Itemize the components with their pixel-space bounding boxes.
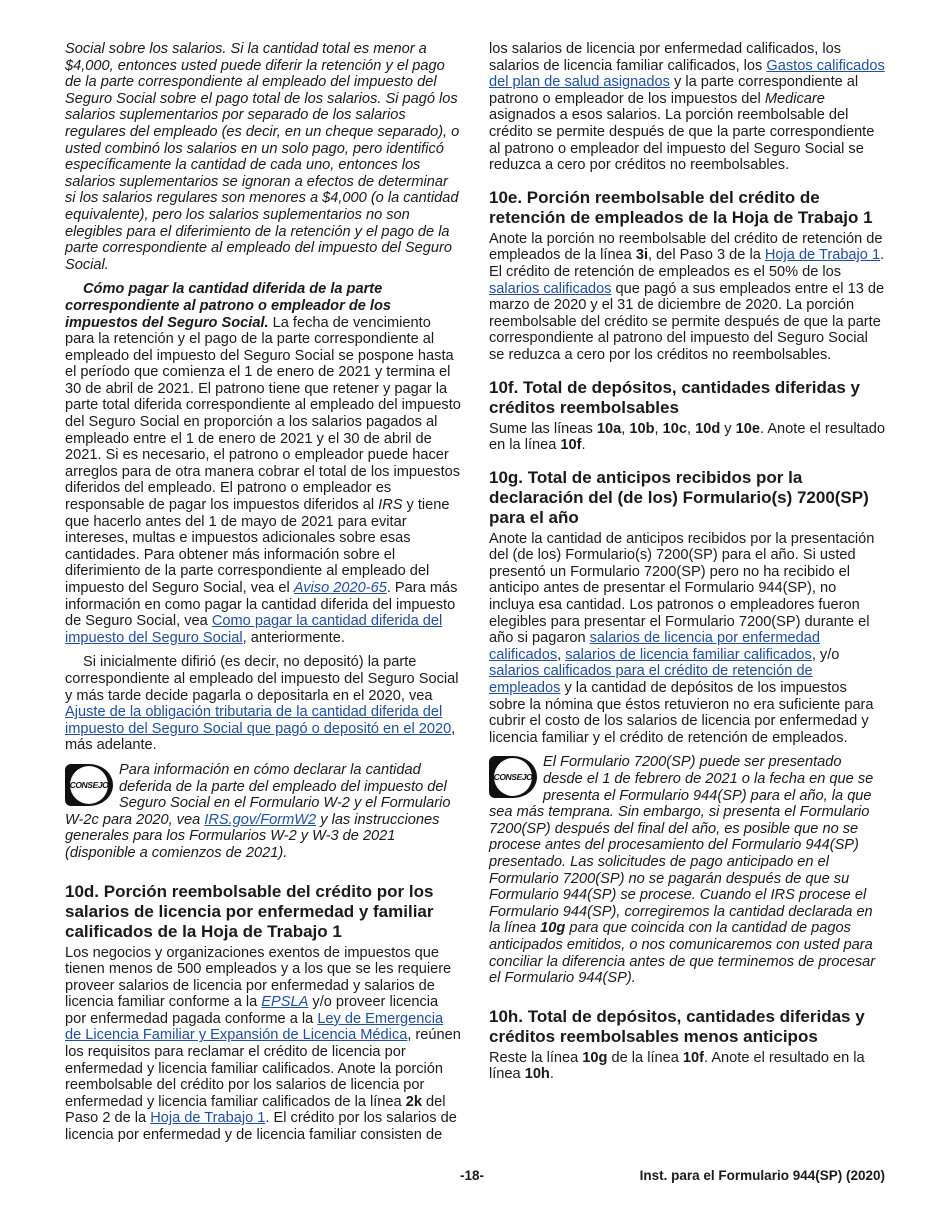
link-licencia-familiar[interactable]: salarios de licencia familiar calificados [565, 646, 812, 663]
link-epsla[interactable]: EPSLA [261, 994, 309, 1011]
paragraph-how-to-pay: Cómo pagar la cantidad diferida de la parte correspondiente al patrono o empleador de los impuestos del Seguro Social. La fecha de vencimiento para la retención y el pago de la parte correspondiente al empleado del impuesto del Seguro Social se pospone hasta el período que comienza el 1 de enero de 2021 y termina el 30 de abril de 2021. El patrono tiene que retener y pagar la parte total diferida correspondiente al empleado del impuesto del Seguro Social en proporción a los salarios pagados al empleado entre el 1 de enero de 2021 y el 30 de abril de 2021. Si es necesario, el patrono o empleador puede hacer arreglos para de otra manera cobrar el total de los impuestos diferidos del empleado. El patrono o empleador es responsable de pagar los impuestos diferidos al IRS y tiene que hacerlo antes del 1 de mayo de 2021 para evitar intereses, multas e impuestos adicionales sobre esas cantidades. Para obtener más información sobre el diferimiento de la parte correspondiente al empleado del impuesto del Seguro Social, vea el Aviso 2020-65. Para más información en como pagar la cantidad diferida del impuesto de Seguro Social, vea Como pagar la cantidad diferida del impuesto del Seguro Social, anteriormente. [65, 281, 461, 646]
paragraph-initially-deferred: Si inicialmente difirió (es decir, no depositó) la parte correspondiente al empleado del impuesto del Seguro Social y más tarde decide pagarla o depositarla en el 2020, vea Ajuste de la obligación tributaria de la cantidad diferida del impuesto del Seguro Social que pagó o depositó en el 2020, más adelante. [65, 654, 459, 754]
link-hoja-trabajo-1-right[interactable]: Hoja de Trabajo 1 [764, 247, 881, 264]
paragraph-10f: Sume las líneas 10a, 10b, 10c, 10d y 10e. Anote el resultado en la línea 10f. [489, 420, 885, 454]
left-column [65, 41, 461, 1152]
document-title: Inst. para el Formulario 944(SP) (2020) [639, 1168, 885, 1183]
link-gastos-calificados[interactable]: Gastos calificados del plan de salud asignados [489, 57, 885, 91]
link-aviso-2020-65[interactable]: Aviso 2020-65 [293, 580, 387, 596]
consejo-icon: CONSEJO [489, 756, 537, 798]
link-salarios-calificados[interactable]: salarios calificados [489, 280, 612, 297]
link-ley-emergencia[interactable]: Ley de Emergencia de Licencia Familiar y Expansión de Licencia Médica [65, 1010, 444, 1044]
link-como-pagar[interactable]: Como pagar la cantidad diferida del impuesto del Seguro Social [65, 613, 443, 646]
link-ajuste-obligacion[interactable]: Ajuste de la obligación tributaria de la cantidad diferida del impuesto del Seguro Social que pagó o depositó en el 2020 [65, 704, 452, 737]
tip-7200sp: CONSEJO El Formulario 7200(SP) puede ser presentado desde el 1 de febrero de 2021 o la fecha en que se presenta el Formulario 944(SP) para el año, la que sea más temprana. Sin embargo, si presenta el Formulario 7200(SP) después del final del año, es posible que no se procese antes del procesamiento del Formulario 944(SP) presentado. Las solicitudes de pago anticipado en el Formulario 7200(SP) no se pagarán después de que su Formulario 944(SP) se procese. Cuando el IRS procese el Formulario 944(SP), corregiremos la cantidad declarada en la línea 10g para que coincida con la cantidad de pagos anticipados emitidos, o nos comunicaremos con usted para conciliar la diferencia antes de que terminemos de procesar el Formulario 944(SP). [489, 754, 876, 987]
tip-w2: CONSEJO Para información en cómo declarar la cantidad deferida de la parte del empleado del impuesto del Seguro Social en el Formulario W-2 y el Formulario W-2c para 2020, vea IRS.gov/FormW2 y las instrucciones generales para los Formularios W-2 y W-3 de 2021 (disponible a comienzos de 2021). [65, 761, 451, 861]
paragraph-10h: Reste la línea 10g de la línea 10f. Anote el resultado en la línea 10h. [489, 1049, 865, 1083]
paragraph-10g: Anote la cantidad de anticipos recibidos por la presentación del (de los) Formulario(s) 7200(SP) para el año. Si usted presentó un Formulario 7200(SP) pero no ha recibido el anticipo antes de presentar el Formulario 944(SP), no incluya esa cantidad. Los patronos o empleadores fueron elegibles para presentar el Formulario 7200(SP) durante el año si pagaron salarios de licencia por enfermedad calificados, salarios de licencia familiar calificados, y/o salarios calificados para el crédito de retención de empleados y la cantidad de depósitos de los impuestos sobre la nómina que éstos retuvieron no era suficiente para cubrir el costo de los salarios de licencia por enfermedad y licencia familiar y el crédito de retención de empleados. [489, 530, 875, 746]
link-licencia-enfermedad[interactable]: salarios de licencia por enfermedad calificados [489, 630, 821, 663]
heading-10e: 10e. Porción reembolsable del crédito de retención de empleados de la Hoja de Trabajo 1 [489, 187, 873, 227]
paragraph-deferral-supplemental: Social sobre los salarios. Si la cantidad total es menor a $4,000, entonces usted puede diferir la retención y el pago de la parte correspondiente al empleado del impuesto del Seguro Social sobre el pago total de los salarios. Si pagó los salarios suplementarios por separado de los salarios regulares del empleado (es decir, en un cheque separado), o usted combinó los salarios en un solo pago, pero identificó específicamente la cantidad de cada uno, entonces los salarios suplementarios se ignoran a efectos de determinar si los salarios regulares son menores a $4,000 (o la cantidad equivalente), pero los salarios suplementarios no son elegibles para el diferimiento de la retención y el pago de la parte correspondiente al empleado del impuesto del Seguro Social. [65, 41, 460, 273]
heading-10f: 10f. Total de depósitos, cantidades diferidas y créditos reembolsables [489, 377, 860, 417]
run-in-heading: Cómo pagar la cantidad diferida de la parte correspondiente al patrono o empleador de los impuestos del Seguro Social. [65, 281, 391, 331]
link-credito-retencion[interactable]: salarios calificados para el crédito de retención de empleados [489, 663, 813, 697]
page-number: -18- [460, 1168, 485, 1183]
consejo-icon: CONSEJO [65, 764, 113, 806]
link-irs-formw2[interactable]: IRS.gov/FormW2 [204, 811, 317, 828]
paragraph-10d-continued: los salarios de licencia por enfermedad calificados, los salarios de licencia familiar calificados, los Gastos calificados del plan de salud asignados y la parte correspondiente al patrono o empleador de los impuestos del Medicare asignados a esos salarios. La porción reembolsable del crédito se permite después de que la parte correspondiente al patrono o empleador del impuesto del Seguro Social se reduzca a cero por créditos no reembolsables. [489, 41, 885, 174]
page-footer [65, 1168, 885, 1188]
paragraph-10d: Los negocios y organizaciones exentos de impuestos que tienen menos de 500 empleados y a los que se les requiere proveer salarios de licencia por enfermedad y salarios de licencia familiar conforme a la EPSLA y/o proveer licencia por enfermedad pagada conforme a la Ley de Emergencia de Licencia Familiar y Expansión de Licencia Médica, reúnen los requisitos para reclamar el crédito de licencia por enfermedad y licencia familiar calificados. Anote la porción reembolsable del crédito por los salarios de licencia por enfermedad y licencia familiar calificados de la línea 2k del Paso 2 de la Hoja de Trabajo 1. El crédito por los salarios de licencia por enfermedad y de licencia familiar consisten de [65, 944, 461, 1144]
heading-10d: 10d. Porción reembolsable del crédito por los salarios de licencia por enfermedad y familiar calificados de la Hoja de Trabajo 1 [65, 881, 434, 941]
heading-10h: 10h. Total de depósitos, cantidades diferidas y créditos reembolsables menos anticipos [489, 1006, 865, 1046]
heading-10g: 10g. Total de anticipos recibidos por la declaración del (de los) Formulario(s) 7200(SP) para el año [489, 467, 869, 527]
link-hoja-trabajo-1[interactable]: Hoja de Trabajo 1 [150, 1110, 266, 1127]
paragraph-10e: Anote la porción no reembolsable del crédito de retención de empleados de la línea 3i, del Paso 3 de la Hoja de Trabajo 1. El crédito de retención de empleados es el 50% de los salarios calificados que pagó a sus empleados entre el 13 de marzo de 2020 y el 31 de diciembre de 2020. La porción reembolsable del crédito se permite después de que la parte correspondiente al patrono del impuesto del Seguro Social se reduzca a cero por los créditos no reembolsables. [489, 230, 885, 363]
right-column [489, 41, 885, 1091]
